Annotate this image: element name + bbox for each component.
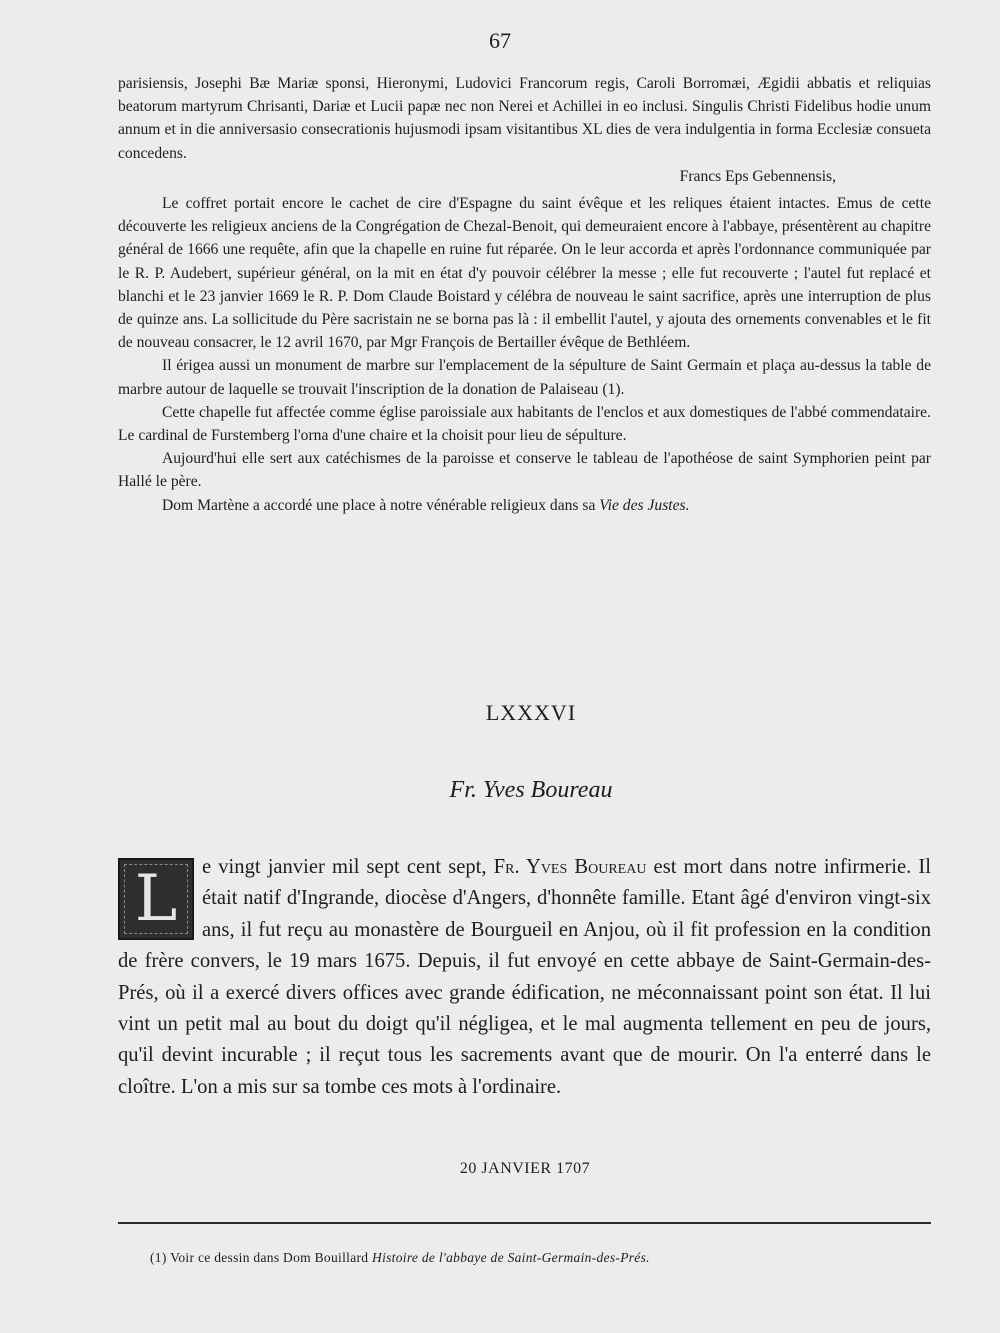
ornamental-drop-cap — [118, 858, 194, 940]
paragraph-coffret: Le coffret portait encore le cachet de cire d'Espagne du saint évêque et les reliques étaient intactes. Emus de cette découverte les religieux anciens de la Congrégation de Chezal-Benoit, qui demeuraient encore à l'abbaye, présentèrent au chapitre général de 1666 une requête, afin que la chapelle en ruine fut réparée. On le leur accorda et après l'ordonnance communiquée par le R. P. Audebert, supérieur général, on la mit en état d'y pouvoir célébrer la messe ; elle fut recouverte ; l'autel fut replacé et blanchi et le 23 janvier 1669 le R. P. Dom Claude Boistard y célébra de nouveau le saint sacrifice, après une interruption de plus de quinze ans. La sollicitude du Père sacristain ne se borna pas là : il embellit l'autel, y ajouta des ornements convenables et le fit de nouveau consacrer, le 12 avril 1670, par Mgr François de Bertailler évêque de Bethléem. — [118, 195, 931, 352]
bishop-signature: Francs Eps Gebennensis, — [679, 167, 836, 185]
paragraph-monument: Il érigea aussi un monument de marbre sur l'emplacement de la sépulture de Saint Germain et plaça au-dessus la table de marbre autour de laquelle se trouvait l'inscription de la donation de Palaiseau (1). — [118, 357, 931, 398]
biography-lead: e vingt janvier mil sept cent sept, — [202, 856, 494, 878]
paragraph-catechismes: Aujourd'hui elle sert aux catéchismes de la paroisse et conserve le tableau de l'apothéose de saint Symphorien peint par Hallé le père. — [118, 450, 931, 491]
paragraph-chapelle: Cette chapelle fut affectée comme église paroissiale aux habitants de l'enclos et aux domestiques de l'abbé commendataire. Le cardinal de Furstemberg l'orna d'une chaire et la choisit pour lieu de sépulture. — [118, 403, 931, 445]
paragraph-martene — [118, 494, 931, 517]
page-number: 67 — [489, 28, 511, 53]
footnote-divider — [118, 1222, 931, 1224]
footnote-text: (1) Voir ce dessin dans Dom Bouillard — [150, 1250, 373, 1265]
upper-text-block — [118, 72, 931, 517]
epitaph-date: 20 JANVIER 1707 — [459, 1160, 591, 1177]
drop-cap-letter: L — [134, 862, 178, 936]
footnote — [150, 1250, 650, 1266]
vie-des-justes-title: Vie des Justes. — [599, 496, 690, 514]
paragraph-martene-text: Dom Martène a accordé une place à notre vénérable religieux dans sa — [162, 496, 600, 514]
biography-paragraph — [118, 852, 931, 1103]
main-biography — [118, 852, 931, 1103]
chapter-title: Fr. Yves Boureau — [449, 777, 613, 803]
chapter-number: LXXXVI — [485, 700, 577, 725]
latin-paragraph: parisiensis, Josephi Bæ Mariæ sponsi, Hieronymi, Ludovici Francorum regis, Caroli Borromæi, Ægidii abbatis et reliquias beatorum martyrum Chrisanti, Dariæ et Lucii papæ nec non Nerei et Achillei in eo inclusi. Singulis Christi Fidelibus hodie unum annum et in die anniversasio consecrationis hujusmodi ipsam visitantibus XL dies de vera indulgentia in forma Ecclesiæ consueta concedens. — [118, 75, 931, 162]
brother-name: Fr. Yves Boureau — [493, 856, 647, 878]
footnote-book-title: Histoire de l'abbaye de Saint-Germain-des-Prés. — [372, 1250, 650, 1265]
biography-body: est mort dans notre infirmerie. Il était natif d'Ingrande, diocèse d'Angers, d'honnête famille. Etant âgé d'environ vingt-six ans, il fut reçu au monastère de Bourgueil en Anjou, où il fit profession en la condition de frère convers, le 19 mars 1675. Depuis, il fut envoyé en cette abbaye de Saint-Germain-des-Prés, où il a exercé divers offices avec grande édification, ne méconnaissant point son état. Il lui vint un petit mal au bout du doigt qu'il négligea, et le mal augmenta tellement en peu de jours, qu'il devint incurable ; il reçut tous les sacrements avant que de mourir. On l'a enterré dans le cloître. L'on a mis sur sa tombe ces mots à l'ordinaire. — [118, 856, 931, 1098]
